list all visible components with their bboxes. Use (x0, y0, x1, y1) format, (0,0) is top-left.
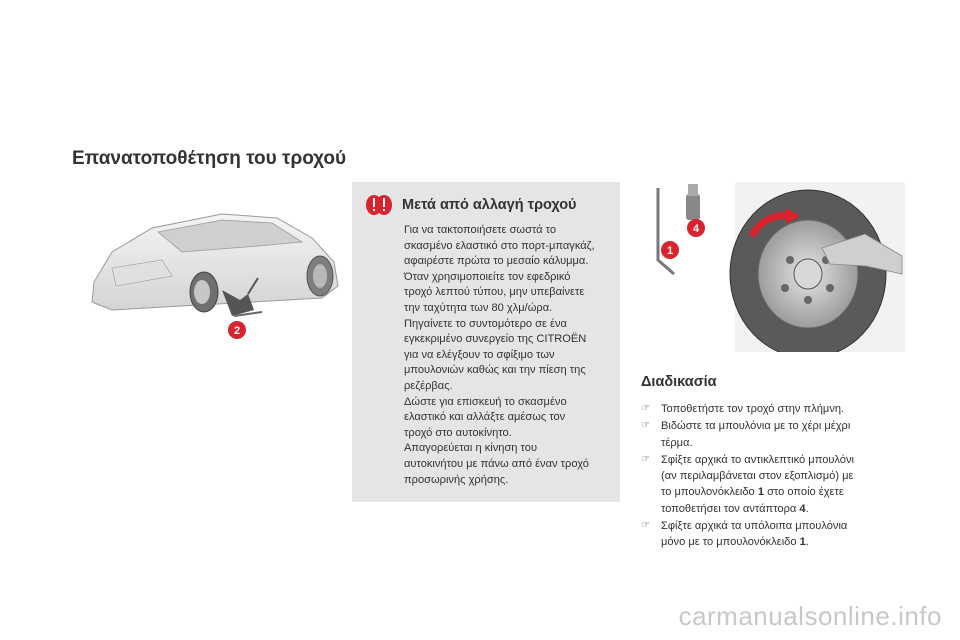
warning-box (352, 182, 620, 502)
warning-text: Για να τακτοποιήσετε σωστά το σκασμένο ελαστικό στο πορτ-μπαγκάζ, αφαιρέστε πρώτα το μεσαίο κάλυμμα. Όταν χρησιμοποιείτε τον εφεδρικό τροχό λεπτού τύπου, μην υπεβαίνετε την ταχύτητα των 80 χλμ/ώρα. Πηγαίνετε το συντομότερο σε ένα εγκεκριμένο συνεργείο της CITROËN για να ελέγξουν το σφίξιμο των μπουλονιών καθώς και την πίεση της ρεζέρβας. Δώστε για επισκευή το σκασμένο ελαστικό και αλλάξτε αμέσως τον τροχό στο αυτοκίνητο. Απαγορεύεται η κίνηση του αυτοκινήτου με πάνω από έναν τροχό προσωρινής χρήσης. (404, 224, 595, 486)
pointing-hand-icon: ☞ (641, 453, 650, 465)
car-jack-illustration (72, 182, 342, 352)
pointing-hand-icon: ☞ (641, 520, 650, 532)
callout-4-label: 4 (692, 223, 700, 235)
step-text: Σφίξτε αρχικά το αντικλεπτικό μπουλόνι (αν περιλαμβάνεται στον εξοπλισμό) με το μπουλονόκλειδο 1 στο οποίο έχετε τοποθετήσει τον αντάπτορα 4. (661, 453, 854, 515)
watermark: carmanualsonline.info (678, 601, 942, 631)
callout-2-label: 2 (233, 325, 241, 337)
procedure-steps (641, 401, 921, 552)
step-text: Τοποθετήστε τον τροχό στην πλήμνη. (661, 403, 845, 415)
procedure-title: Διαδικασία (641, 374, 717, 390)
step-text: Βιδώστε τα μπουλόνια με το χέρι μέχρι τέρμα. (661, 420, 851, 449)
pointing-hand-icon: ☞ (641, 420, 650, 432)
pointing-hand-icon: ☞ (641, 403, 650, 414)
warning-icon (366, 194, 392, 216)
procedure-step (641, 401, 921, 417)
procedure-step (641, 452, 921, 517)
callout-1-label: 1 (666, 245, 674, 257)
procedure-step (641, 518, 921, 551)
warning-title: Μετά από αλλαγή τροχού (402, 197, 577, 213)
warning-header (366, 194, 606, 216)
wheel-wrench-illustration (640, 182, 905, 352)
page-title: Επανατοποθέτηση του τροχού (72, 148, 347, 169)
step-text: Σφίξτε αρχικά τα υπόλοιπα μπουλόνια μόνο με το μπουλονόκλειδο 1. (661, 520, 848, 549)
procedure-step (641, 418, 921, 451)
